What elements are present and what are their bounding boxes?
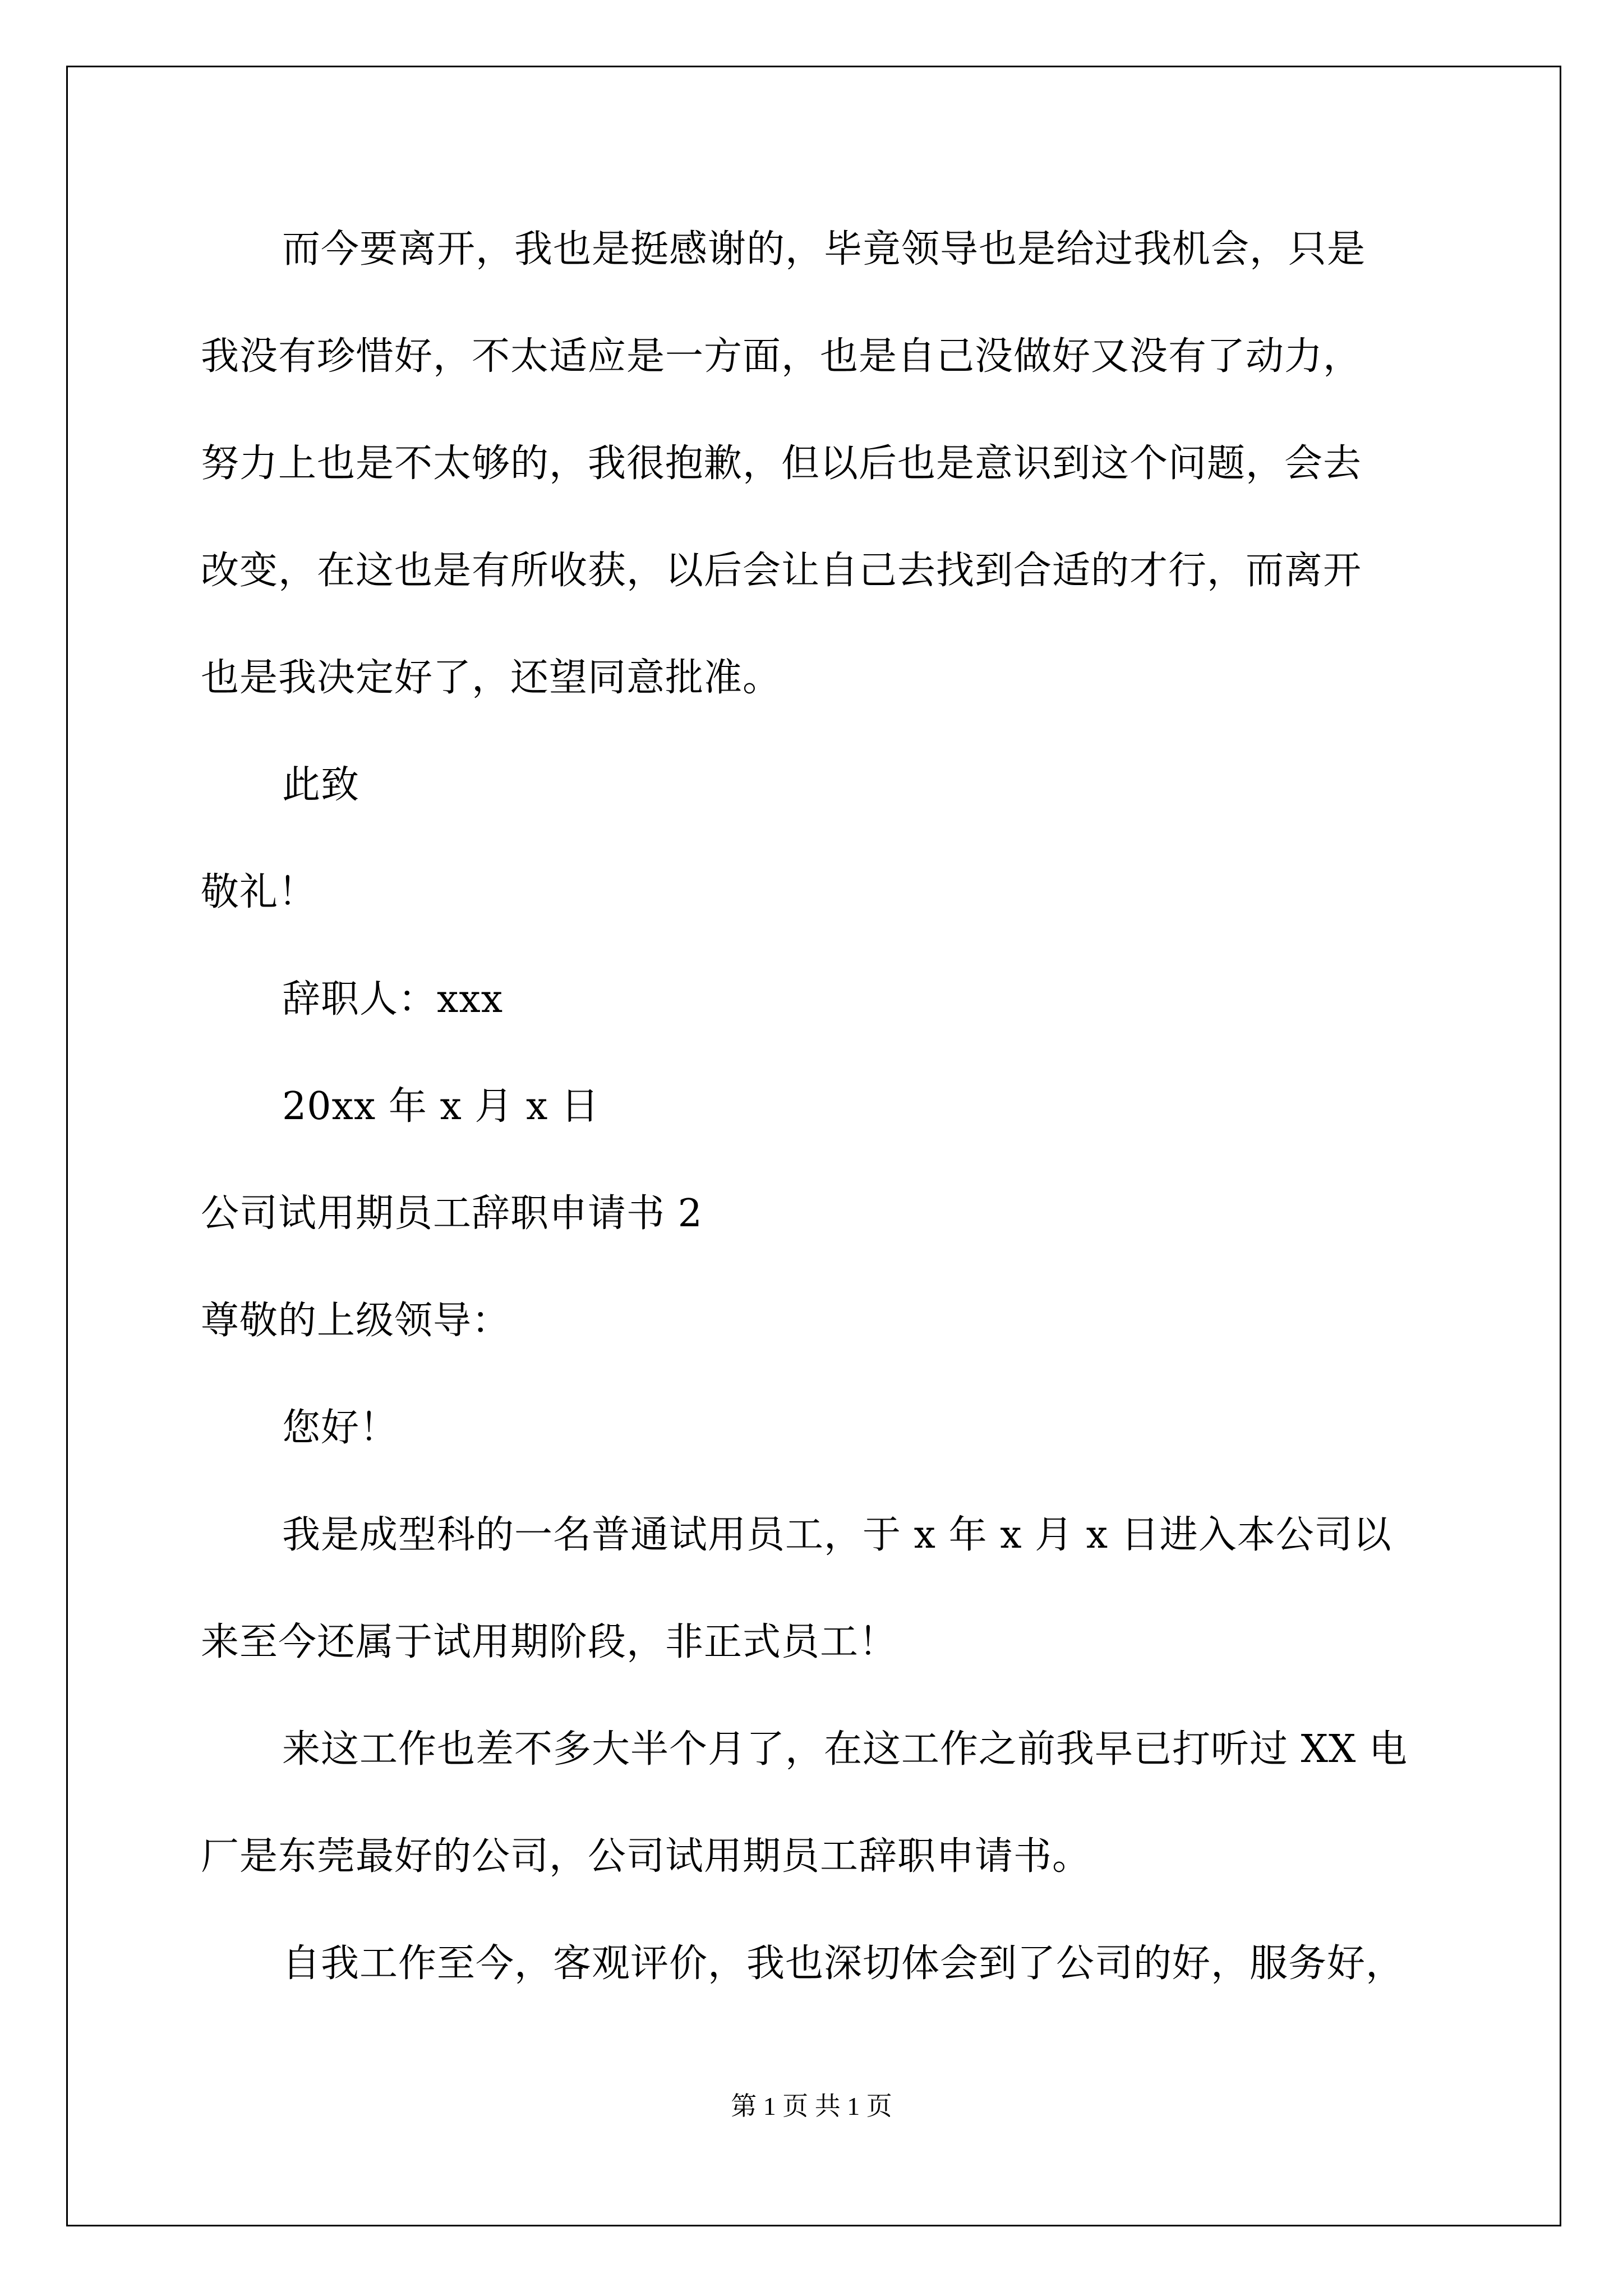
closing-salutation: 此致 bbox=[282, 763, 360, 807]
page-border bbox=[66, 66, 1561, 2226]
section-title: 公司试用期员工辞职申请书 2 bbox=[201, 1191, 703, 1236]
body-line: 我没有珍惜好，不太适应是一方面，也是自己没做好又没有了动力， bbox=[201, 334, 1362, 379]
greeting: 尊敬的上级领导： bbox=[201, 1299, 511, 1343]
body-line: 也是我决定好了，还望同意批准。 bbox=[201, 656, 782, 700]
body-line: 努力上也是不太够的，我很抱歉，但以后也是意识到这个问题，会去 bbox=[201, 441, 1362, 486]
body-line: 自我工作至今，客观评价，我也深切体会到了公司的好，服务好， bbox=[282, 1941, 1405, 1986]
body-line: 来这工作也差不多大半个月了，在这工作之前我早已打听过 XX 电 bbox=[282, 1727, 1408, 1772]
signature-name: 辞职人：xxx bbox=[282, 977, 504, 1022]
greeting-hello: 您好！ bbox=[282, 1406, 399, 1450]
closing-regards: 敬礼！ bbox=[201, 870, 317, 914]
signature-date: 20xx 年 x 月 x 日 bbox=[282, 1084, 600, 1129]
body-line: 厂是东莞最好的公司，公司试用期员工辞职申请书。 bbox=[201, 1834, 1091, 1879]
body-line: 我是成型科的一名普通试用员工，于 x 年 x 月 x 日进入本公司以 bbox=[282, 1513, 1392, 1557]
body-line: 而今要离开，我也是挺感谢的，毕竟领导也是给过我机会，只是 bbox=[282, 227, 1366, 272]
page-footer: 第 1 页 共 1 页 bbox=[731, 2092, 892, 2120]
body-line: 来至今还属于试用期阶段，非正式员工！ bbox=[201, 1620, 898, 1664]
body-line: 改变，在这也是有所收获，以后会让自己去找到合适的才行，而离开 bbox=[201, 549, 1362, 593]
